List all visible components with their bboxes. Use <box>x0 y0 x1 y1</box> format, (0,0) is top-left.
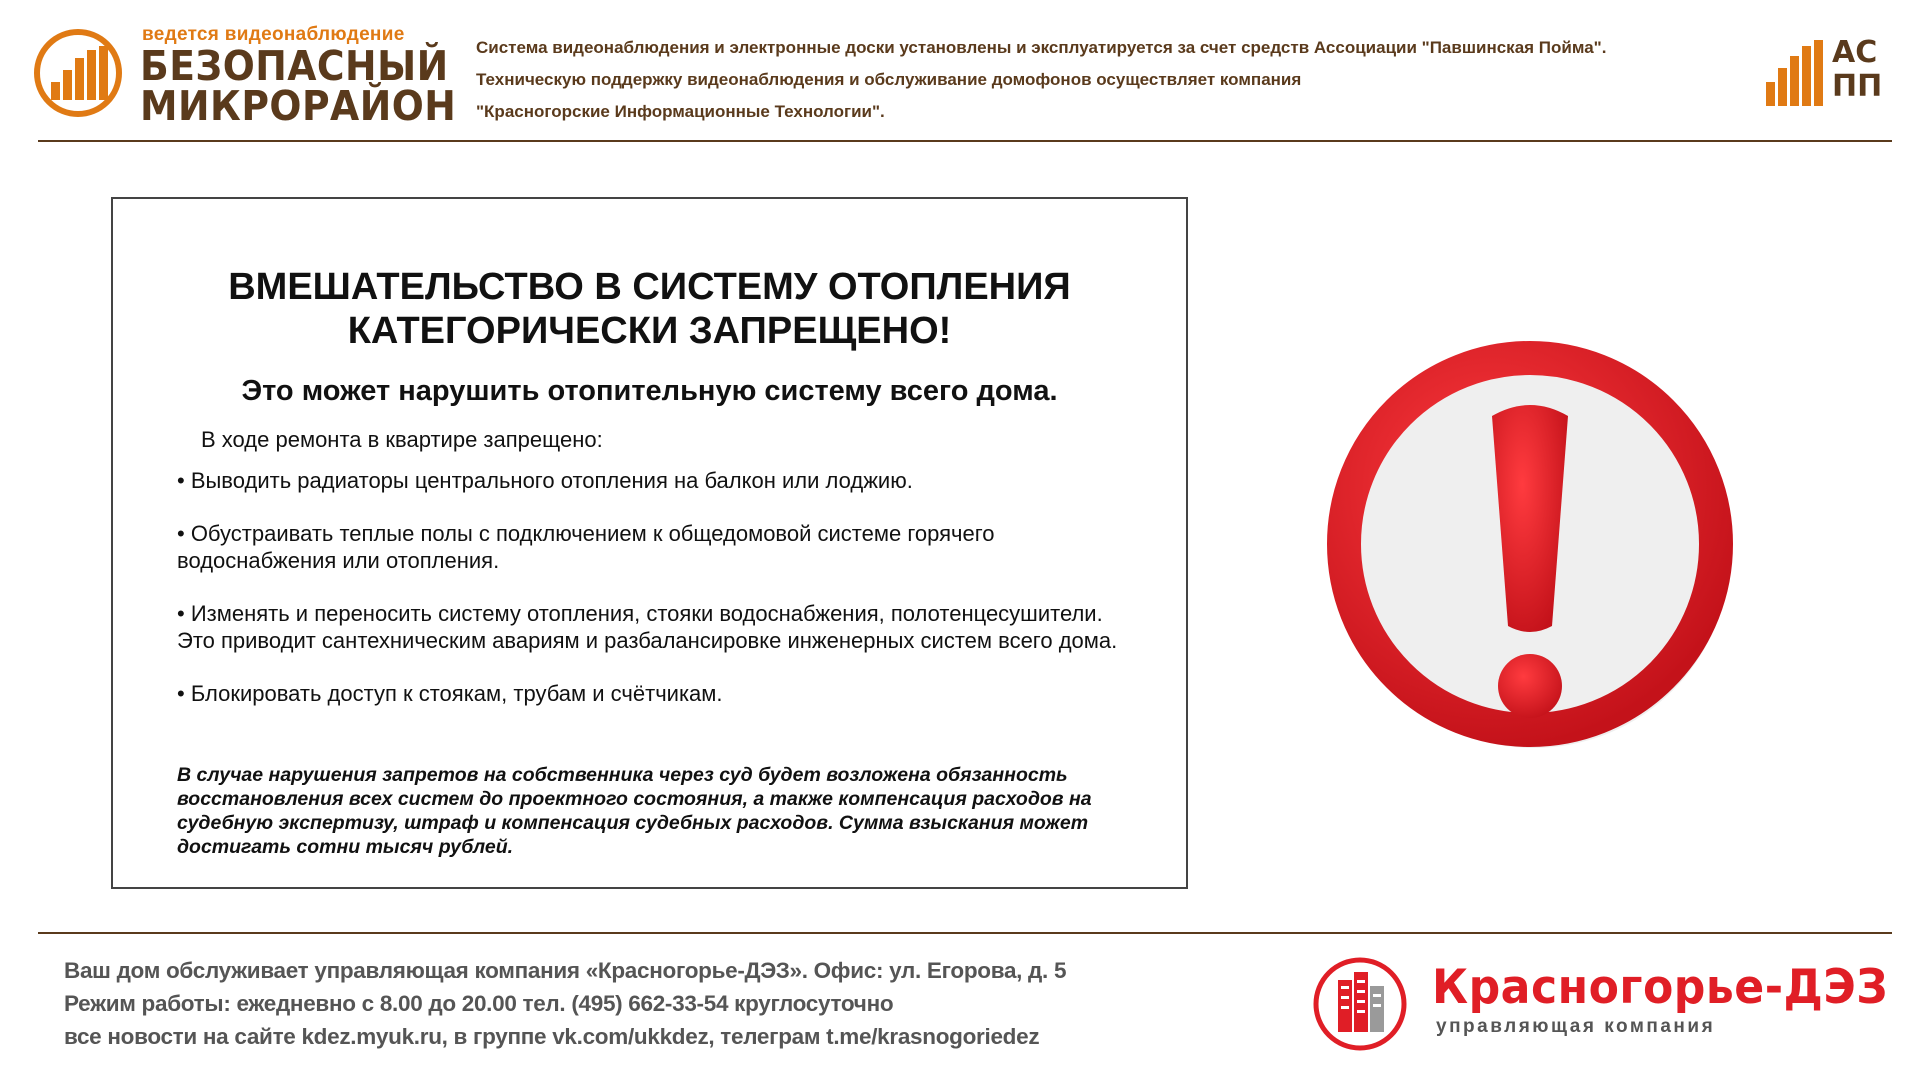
aspp-line1: АС <box>1832 35 1878 70</box>
notice-title-line2: КАТЕГОРИЧЕСКИ ЗАПРЕЩЕНО! <box>347 310 952 352</box>
header-divider <box>38 140 1892 142</box>
aspp-logo-text <box>1832 36 1882 104</box>
prohibitions-list <box>177 467 1137 733</box>
legal-warning: В случае нарушения запретов на собственника через суд будет возложена обязанность восстановления всех систем до проектного состояния, а также компенсация расходов на судебную экспертизу, штраф и компенсация судебных расходов. Сумма взыскания может достигать сотни тысяч рублей. <box>177 764 1092 858</box>
notice-subtitle: Это может нарушить отопительную систему всего дома. <box>241 375 1058 407</box>
exclamation-warning-icon <box>1320 336 1740 756</box>
footer-info <box>64 954 1066 1053</box>
notice-box <box>111 197 1188 889</box>
footer-line-1: Ваш дом обслуживает управляющая компания «Красногорье-ДЭЗ». Офис: ул. Егорова, д. 5 <box>64 958 1067 983</box>
list-item: • Блокировать доступ к стоякам, трубам и счётчикам. <box>177 681 723 706</box>
header-info <box>476 32 1776 128</box>
notice-title-line1: ВМЕШАТЕЛЬСТВО В СИСТЕМУ ОТОПЛЕНИЯ <box>228 266 1071 308</box>
logo-subtitle: ведется видеонаблюдение <box>142 24 405 45</box>
notice-intro: В ходе ремонта в квартире запрещено: <box>201 427 603 452</box>
bar-chart-icon <box>51 46 111 100</box>
aspp-logo <box>1766 36 1886 110</box>
company-name: Красногорье-ДЭЗ <box>1432 960 1889 1015</box>
logo-title-line2: МИКРОРАЙОН <box>140 82 457 130</box>
footer-divider <box>38 932 1892 934</box>
aspp-line2: ПП <box>1832 69 1883 104</box>
list-item: • Выводить радиаторы центрального отопления на балкон или лоджию. <box>177 468 913 493</box>
company-subtitle: управляющая компания <box>1436 1016 1716 1037</box>
notice-title <box>113 265 1186 353</box>
footer-line-2: Режим работы: ежедневно с 8.00 до 20.00 тел. (495) 662-33-54 круглосуточно <box>64 991 894 1016</box>
logo-title <box>140 42 457 130</box>
header-info-line-1: Система видеонаблюдения и электронные доски установлены и эксплуатируется за счет средств Ассоциации "Павшинская Пойма". <box>476 38 1607 57</box>
list-item: • Обустраивать теплые полы с подключением к общедомовой системе горячего водоснабжения или отопления. <box>177 521 995 573</box>
logo-title-line1: БЕЗОПАСНЫЙ <box>140 42 449 90</box>
list-item: • Изменять и переносить систему отопления, стояки водоснабжения, полотенцесушители. Это приводит сантехническим авариям и разбалансировке инженерных систем всего дома. <box>177 601 1118 653</box>
company-building-icon <box>1312 956 1408 1052</box>
header-info-line-3: "Красногорские Информационные Технологии". <box>476 102 885 121</box>
header-info-line-2: Техническую поддержку видеонаблюдения и обслуживание домофонов осуществляет компания <box>476 70 1302 89</box>
aspp-bars-icon <box>1766 40 1828 106</box>
footer-line-3: все новости на сайте kdez.myuk.ru, в группе vk.com/ukkdez, телеграм t.me/krasnogoriedez <box>64 1024 1040 1049</box>
safe-district-logo <box>34 24 457 130</box>
